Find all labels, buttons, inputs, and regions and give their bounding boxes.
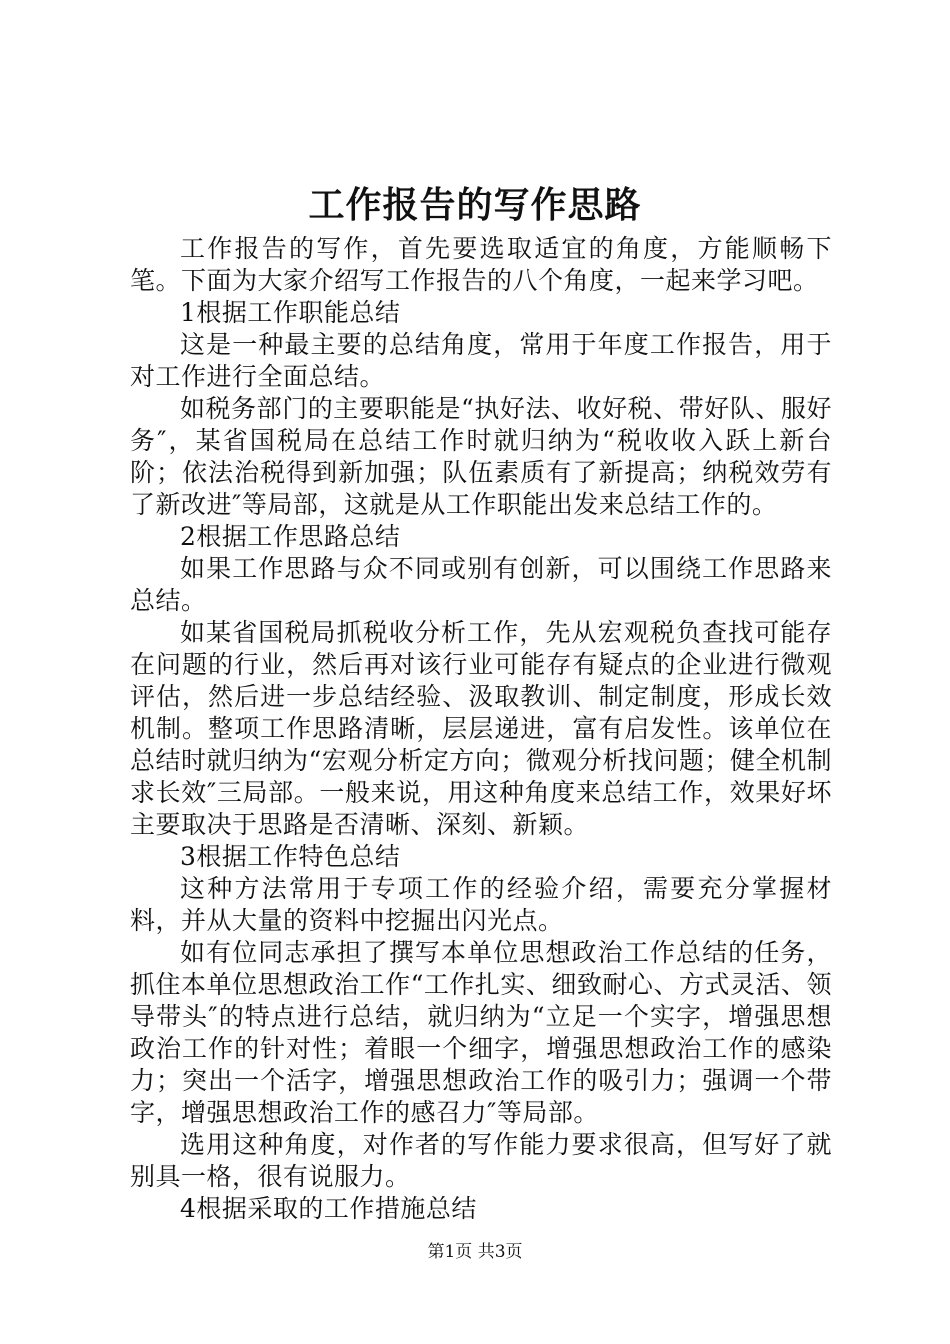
- section-heading-3: 3根据工作特色总结: [180, 842, 401, 871]
- section-heading-1: 1根据工作职能总结: [180, 298, 401, 327]
- body-paragraph: 这是一种最主要的总结角度，常用于年度工作报告，用于对工作进行全面总结。: [130, 330, 832, 391]
- document-title: 工作报告的写作思路: [308, 184, 642, 226]
- body-paragraph: 这种方法常用于专项工作的经验介绍，需要充分掌握材料，并从大量的资料中挖掘出闪光点。: [130, 874, 832, 935]
- body-paragraph: 如有位同志承担了撰写本单位思想政治工作总结的任务，抓住本单位思想政治工作“工作扎实、细致耐心、方式灵活、领导带头″的特点进行总结，就归纳为“立足一个实字，增强思想政治工作的针对性；着眼一个细字，增强思想政治工作的感染力；突出一个活字，增强思想政治工作的吸引力；强调一个带字，增强思想政治工作的感召力″等局部。: [130, 938, 832, 1127]
- intro-paragraph: 工作报告的写作，首先要选取适宜的角度，方能顺畅下笔。下面为大家介绍写工作报告的八个角度，一起来学习吧。: [130, 234, 832, 295]
- body-paragraph: 如税务部门的主要职能是“执好法、收好税、带好队、服好务″，某省国税局在总结工作时就归纳为“税收收入跃上新台阶；依法治税得到新加强；队伍素质有了新提高；纳税效劳有了新改进″等局部，这就是从工作职能出发来总结工作的。: [130, 394, 832, 519]
- body-paragraph: 如某省国税局抓税收分析工作，先从宏观税负查找可能存在问题的行业，然后再对该行业可能存有疑点的企业进行微观评估，然后进一步总结经验、汲取教训、制定制度，形成长效机制。整项工作思路清晰，层层递进，富有启发性。该单位在总结时就归纳为“宏观分析定方向；微观分析找问题；健全机制求长效″三局部。一般来说，用这种角度来总结工作，效果好坏主要取决于思路是否清晰、深刻、新颖。: [130, 618, 832, 839]
- body-paragraph: 如果工作思路与众不同或别有创新，可以围绕工作思路来总结。: [130, 554, 832, 615]
- document-body: [130, 233, 832, 1225]
- page-footer: 第1页 共3页: [427, 1242, 523, 1262]
- section-heading-2: 2根据工作思路总结: [180, 522, 401, 551]
- section-heading-4: 4根据采取的工作措施总结: [180, 1194, 477, 1223]
- body-paragraph: 选用这种角度，对作者的写作能力要求很高，但写好了就别具一格，很有说服力。: [130, 1130, 832, 1191]
